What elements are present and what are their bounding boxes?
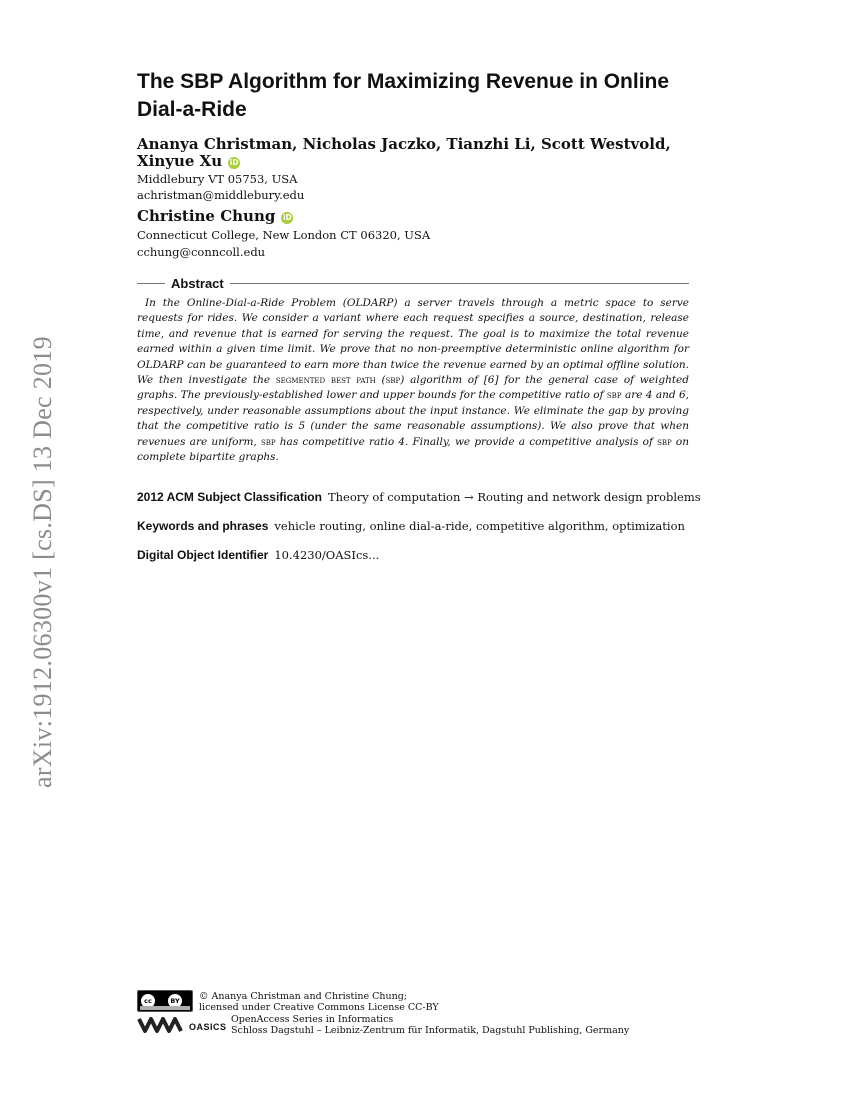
orcid-icon[interactable]: iD [229, 158, 239, 167]
copyright-text: © Ananya Christman and Christine Chung; [199, 991, 408, 1002]
abstract-rule-left [137, 283, 165, 284]
copyright-footer [137, 990, 697, 1038]
oasics-wordmark: OASICS [189, 1022, 227, 1032]
abstract-text: In the Online-Dial-a-Ride Problem (OLDARP) a server travels through a metric space to serve requests for rides. We consider a variant where each request specifies a source, destination, release time, and revenue that is earned for serving the request. The goal is to maximize the total revenue earned within a given time limit. We prove that no non-preemptive deterministic online algorithm for OLDARP can be guaranteed to earn more than twice the revenue earned by an optimal offline solution. We then investigate the segmented best path (sbp) algorithm of [6] for the general case of weighted graphs. The previously-established lower and upper bounds for the competitive ratio of sbp are 4 and 6, respectively, under reasonable assumptions about the input instance. We eliminate the gap by proving that the competitive ratio is 5 (under the same reasonable assumptions). We also prove that when revenues are uniform, sbp has competitive ratio 4. Finally, we provide a competitive analysis of sbp on complete bipartite graphs. [137, 297, 690, 464]
cc-icon: cc [141, 994, 155, 1008]
doi-label: Digital Object Identifier [137, 548, 269, 562]
acm-classification [137, 490, 701, 505]
arxiv-identifier-text: arXiv:1912.06300v1 [cs.DS] 13 Dec 2019 [28, 336, 57, 788]
series-text: OpenAccess Series in Informatics [231, 1014, 394, 1025]
author-list-line-2 [137, 153, 240, 170]
orcid-icon[interactable]: iD [282, 213, 292, 222]
acm-classification-value: Theory of computation → Routing and network design problems [327, 490, 701, 504]
author-email-1[interactable]: achristman@middlebury.edu [137, 188, 305, 202]
paper-title: The SBP Algorithm for Maximizing Revenue in Online Dial-a-Ride [137, 70, 670, 121]
oasics-logo [137, 1014, 229, 1034]
arxiv-identifier [28, 298, 57, 788]
creative-commons-badge[interactable] [137, 990, 193, 1012]
oasics-wave-icon [137, 1016, 185, 1034]
author-name-xu: Xinyue Xu [137, 152, 223, 170]
publisher-text: Schloss Dagstuhl – Leibniz-Zentrum für Informatik, Dagstuhl Publishing, Germany [231, 1025, 630, 1036]
abstract-heading [137, 274, 689, 292]
doi [137, 548, 697, 563]
author-name-chung-text: Christine Chung [137, 207, 276, 225]
keywords-value: vehicle routing, online dial-a-ride, competitive algorithm, optimization [274, 519, 685, 533]
author-name-chung [137, 208, 293, 225]
doi-value[interactable]: 10.4230/OASIcs... [274, 548, 380, 562]
keywords-label: Keywords and phrases [137, 519, 269, 533]
keywords [137, 519, 697, 534]
abstract-heading-label: Abstract [171, 275, 224, 291]
attribution-icon: BY [168, 994, 182, 1008]
license-text: licensed under Creative Commons License CC-BY [199, 1002, 439, 1013]
author-affiliation-1: Middlebury VT 05753, USA [137, 172, 298, 186]
acm-classification-label: 2012 ACM Subject Classification [137, 490, 322, 504]
badge-bar [140, 1006, 190, 1010]
author-list-line-1: Ananya Christman, Nicholas Jaczko, Tianzhi Li, Scott Westvold, [137, 135, 671, 153]
author-email-2[interactable]: cchung@conncoll.edu [137, 245, 266, 259]
author-affiliation-2: Connecticut College, New London CT 06320, USA [137, 228, 431, 242]
abstract-rule-right [230, 283, 689, 284]
